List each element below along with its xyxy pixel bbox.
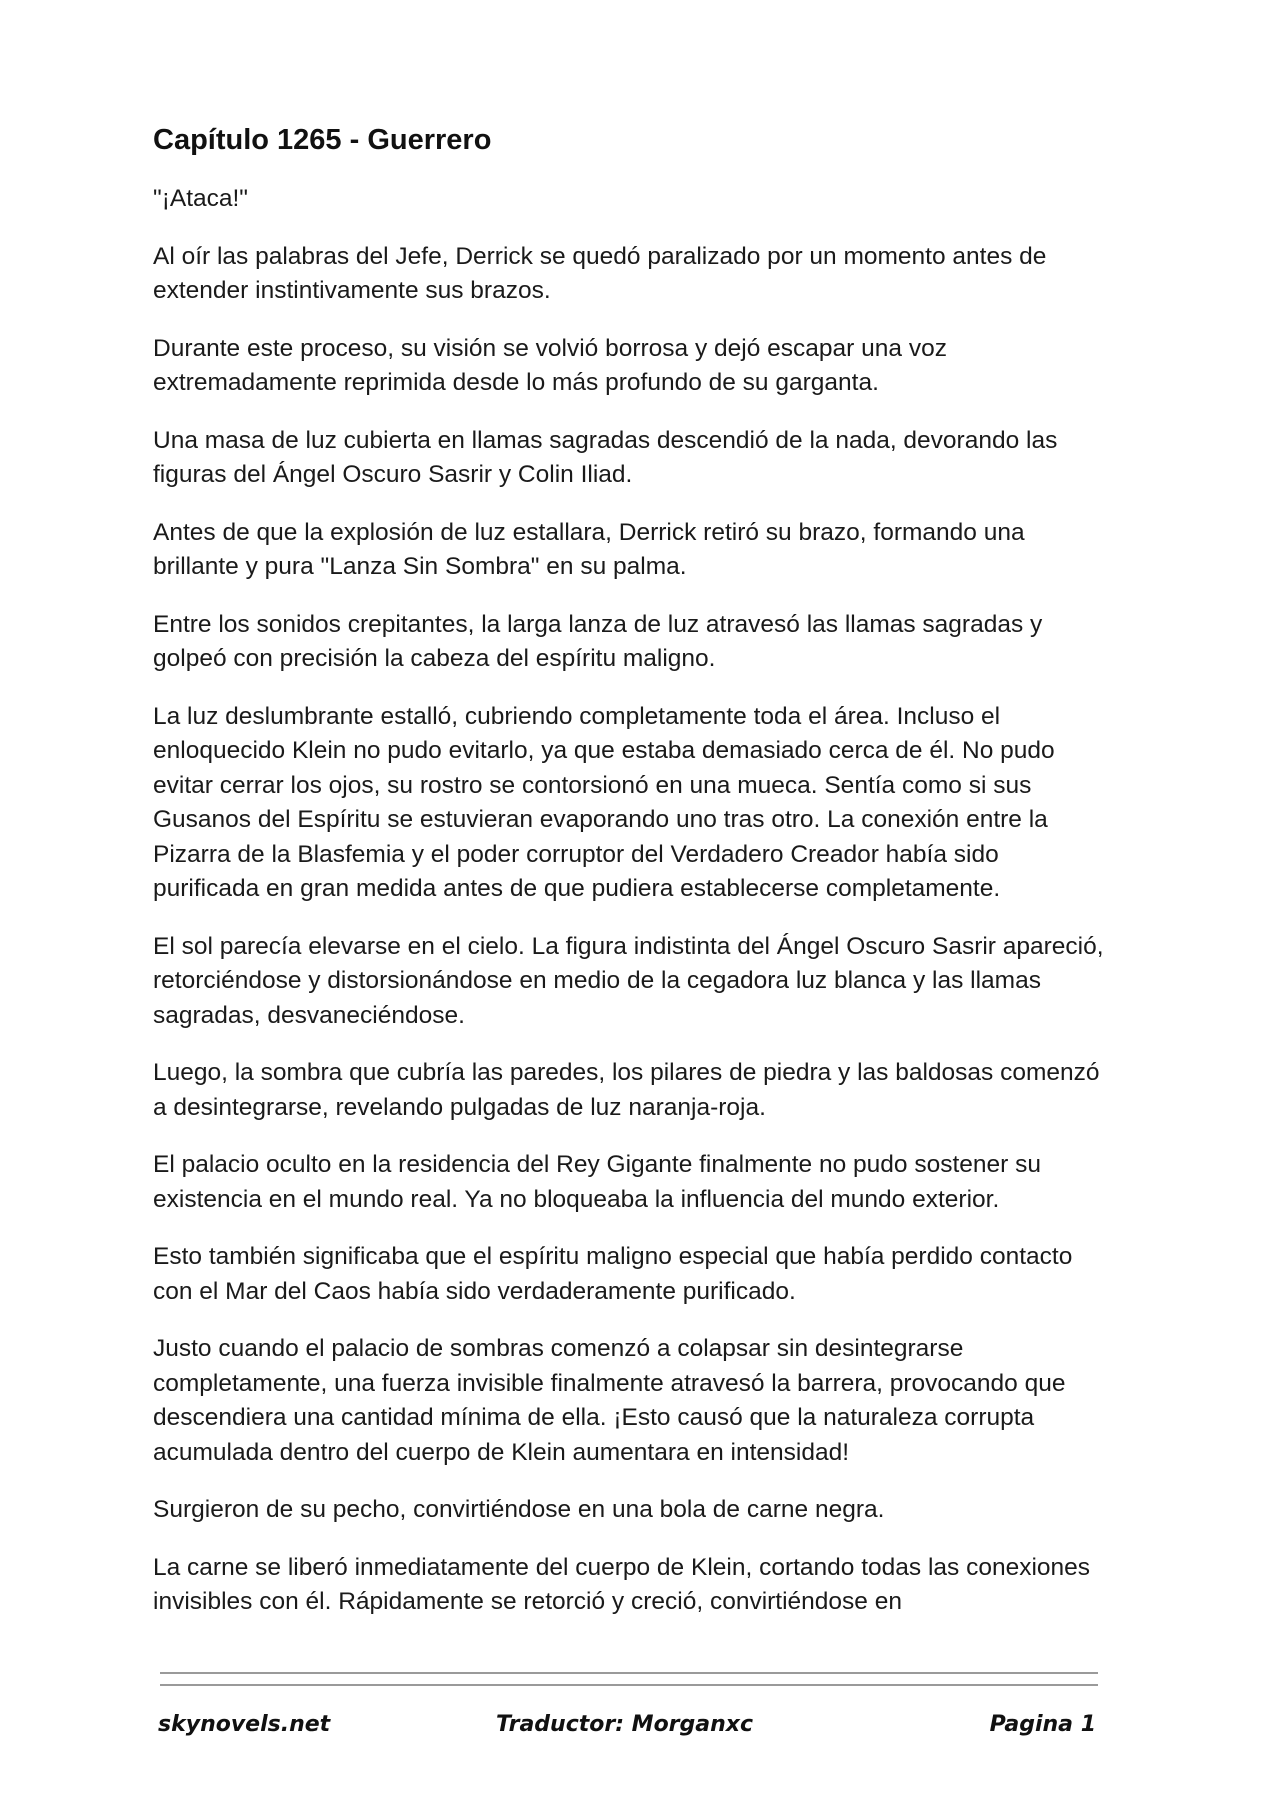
paragraph: Luego, la sombra que cubría las paredes, los pilares de piedra y las baldosas comenzó a desintegrarse, revelando pulgadas de luz naranja-roja.: [153, 1059, 1100, 1121]
paragraph: Durante este proceso, su visión se volvió borrosa y dejó escapar una voz extremadamente reprimida desde lo más profundo de su garganta.: [153, 334, 947, 396]
paragraph: "¡Ataca!": [153, 185, 249, 212]
page-footer: [158, 1712, 1096, 1752]
document-body: [153, 118, 1108, 1643]
paragraph: La luz deslumbrante estalló, cubriendo completamente toda el área. Incluso el enloquecido Klein no pudo evitarlo, ya que estaba demasiado cerca de él. No pudo evitar cerrar los ojos, su rostro se contorsionó en una mueca. Sentía como si sus Gusanos del Espíritu se estuvieran evaporando uno tras otro. La conexión entre la Pizarra de la Blasfemia y el poder corruptor del Verdadero Creador había sido purificada en gran medida antes de que pudiera establecerse completamente.: [153, 702, 1055, 902]
paragraph: La carne se liberó inmediatamente del cuerpo de Klein, cortando todas las conexiones invisibles con él. Rápidamente se retorció y creció, convirtiéndose en: [153, 1553, 1091, 1615]
divider-line: [160, 1672, 1098, 1674]
paragraph: El palacio oculto en la residencia del Rey Gigante finalmente no pudo sostener su existencia en el mundo real. Ya no bloqueaba la influencia del mundo exterior.: [153, 1151, 1041, 1213]
paragraph: Al oír las palabras del Jefe, Derrick se quedó paralizado por un momento antes de extender instintivamente sus brazos.: [153, 242, 1047, 304]
divider-line: [160, 1684, 1098, 1686]
chapter-title: Capítulo 1265 - Guerrero: [153, 124, 492, 156]
paragraph: Justo cuando el palacio de sombras comenzó a colapsar sin desintegrarse completamente, una fuerza invisible finalmente atravesó la barrera, provocando que descendiera una cantidad mínima de ella. ¡Esto causó que la naturaleza corrupta acumulada dentro del cuerpo de Klein aumentara en intensidad!: [153, 1335, 1066, 1466]
paragraph: Esto también significaba que el espíritu maligno especial que había perdido contacto con el Mar del Caos había sido verdaderamente purificado.: [153, 1243, 1073, 1305]
paragraph: Antes de que la explosión de luz estallara, Derrick retiró su brazo, formando una brillante y pura "Lanza Sin Sombra" en su palma.: [153, 518, 1025, 580]
paragraph: Surgieron de su pecho, convirtiéndose en una bola de carne negra.: [153, 1496, 885, 1523]
footer-page-number: Pagina 1: [989, 1712, 1096, 1737]
footer-site: skynovels.net: [158, 1712, 331, 1737]
paragraph: Entre los sonidos crepitantes, la larga lanza de luz atravesó las llamas sagradas y golpeó con precisión la cabeza del espíritu maligno.: [153, 610, 1043, 672]
paragraph: Una masa de luz cubierta en llamas sagradas descendió de la nada, devorando las figuras del Ángel Oscuro Sasrir y Colin Iliad.: [153, 426, 1058, 488]
paragraph: El sol parecía elevarse en el cielo. La figura indistinta del Ángel Oscuro Sasrir apareció, retorciéndose y distorsionándose en medio de la cegadora luz blanca y las llamas sagradas, desvaneciéndose.: [153, 932, 1104, 1029]
footer-divider: [160, 1672, 1098, 1696]
footer-translator: Traductor: Morganxc: [496, 1712, 754, 1737]
